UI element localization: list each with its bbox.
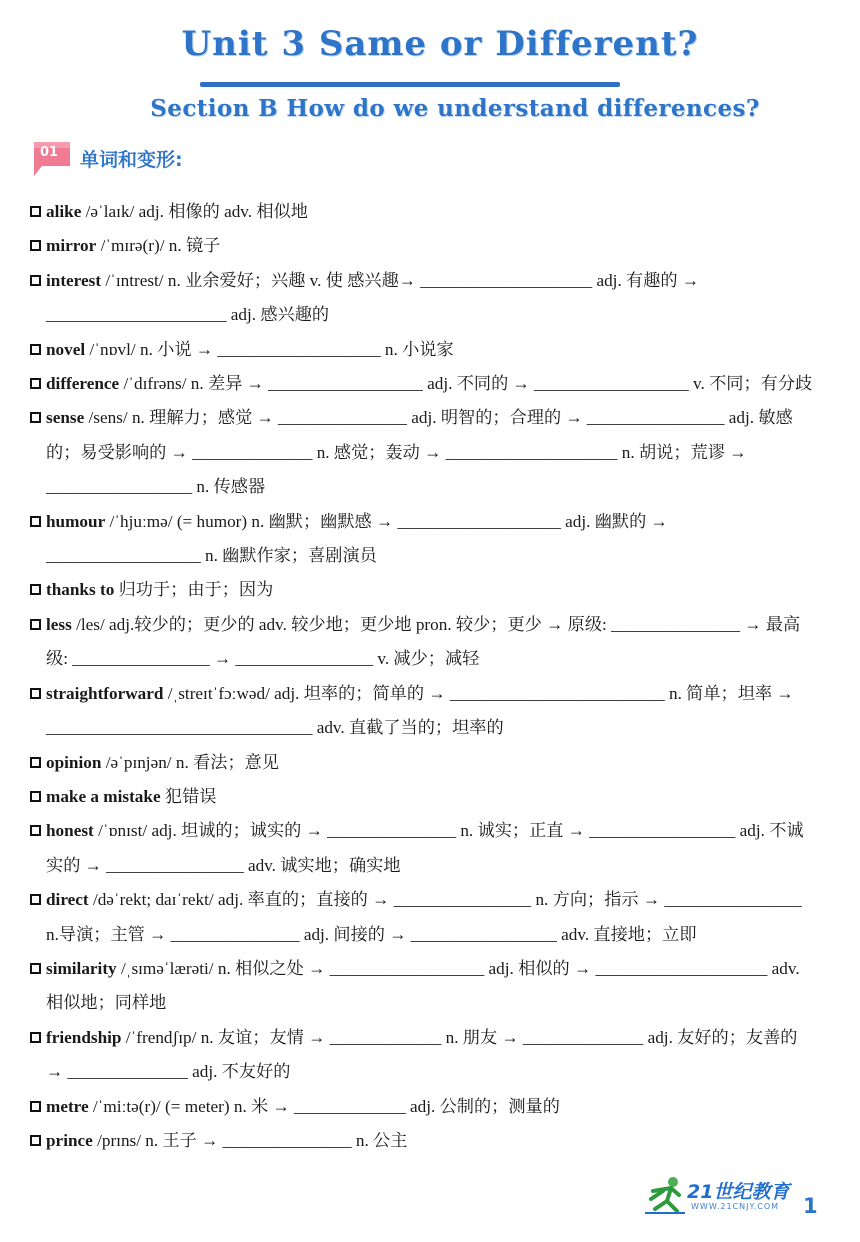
vocab-entry [30, 264, 815, 333]
vocab-entry [30, 401, 815, 504]
entry-word: sense [46, 408, 85, 428]
entry-definition: /ˈhjuːmə/ (= humor) n. 幽默；幽默感 → ___________________ adj. 幽默的 → __________________ n. 幽默作家；喜剧演员 [46, 511, 668, 566]
vocab-entry [30, 367, 815, 401]
vocab-entry [30, 814, 815, 883]
checkbox-icon [30, 206, 41, 217]
entry-definition: /ˈmɪrə(r)/ n. 镜子 [96, 236, 221, 256]
vocab-entry [30, 952, 815, 1021]
runner-logo-icon [643, 1175, 687, 1215]
publisher-logo [643, 1175, 803, 1220]
vocab-entry [30, 780, 815, 814]
entry-definition: /ˌstreɪtˈfɔːwəd/ adj. 坦率的；简单的 → _________________________ n. 简单；坦率 → _______________________________ adv. 直截了当的；坦率的 [46, 683, 794, 738]
checkbox-icon [30, 1032, 41, 1043]
entry-word: mirror [46, 236, 97, 256]
section-badge [30, 140, 72, 178]
section-number: 01 [40, 145, 59, 160]
entry-word: straightforward [46, 683, 164, 703]
logo-url: WWW.21CNJY.COM [691, 1202, 780, 1211]
vocab-entry [30, 1124, 815, 1158]
checkbox-icon [30, 344, 41, 355]
entry-definition: /les/ adj.较少的；更少的 adv. 较少地；更少地 pron. 较少；更少 → 原级: _______________ → 最高级: ________________ → ________________ v. 减少；减轻 [46, 614, 801, 669]
entry-definition: 犯错误 [160, 786, 217, 806]
vocab-entry [30, 505, 815, 574]
logo-text: 21世纪教育 [687, 1181, 790, 1203]
page-number: 1 [803, 1194, 818, 1218]
checkbox-icon [30, 1101, 41, 1112]
entry-word: alike [46, 202, 82, 221]
vocab-entry [30, 1090, 815, 1124]
entry-definition: /ˈɪntrest/ n. 业余爱好；兴趣 v. 使 感兴趣→ ____________________ adj. 有趣的 → _____________________ adj. 感兴趣的 [46, 270, 700, 325]
entry-definition: 归功于；由于；因为 [114, 580, 274, 600]
entry-definition: /ˈfrendʃɪp/ n. 友谊；友情 → _____________ n. 朋友 → ______________ adj. 友好的；友善的 → ______________ adj. 不友好的 [46, 1027, 798, 1082]
entry-word: less [46, 614, 72, 634]
page-subtitle: Section B How do we understand differences? [150, 95, 760, 122]
entry-definition: /ˈdɪfrəns/ n. 差异 → __________________ adj. 不同的 → __________________ v. 不同；有分歧 [119, 374, 813, 394]
entry-word: metre [46, 1096, 89, 1116]
vocab-entry [30, 573, 815, 607]
vocab-entry [30, 195, 815, 229]
checkbox-icon [30, 757, 41, 768]
vocab-entry [30, 883, 815, 952]
title-underline [200, 82, 620, 87]
entry-definition: /əˈlaɪk/ adj. 相像的 adv. 相似地 [81, 202, 308, 221]
checkbox-icon [30, 963, 41, 974]
entry-definition: /ˈnɒvl/ n. 小说 → ___________________ n. 小说家 [85, 339, 454, 359]
checkbox-icon [30, 1135, 41, 1146]
page-title: Unit 3 Same or Different? [181, 24, 699, 64]
entry-definition: /ˈɒnɪst/ adj. 坦诚的；诚实的 → _______________ n. 诚实；正直 → _________________ adj. 不诚实的 → ________________ adv. 诚实地；确实地 [46, 821, 804, 875]
entry-word: prince [46, 1130, 93, 1150]
entry-word: interest [46, 270, 102, 290]
entry-word: thanks to [46, 580, 115, 600]
checkbox-icon [30, 791, 41, 802]
checkbox-icon [30, 412, 41, 423]
entry-definition: /əˈpɪnjən/ n. 看法；意见 [101, 752, 280, 772]
entry-word: direct [46, 890, 89, 910]
entry-word: friendship [46, 1027, 122, 1047]
vocab-entry [30, 333, 815, 367]
checkbox-icon [30, 894, 41, 905]
vocab-entry [30, 229, 815, 263]
entry-definition: /ˈmiːtə(r)/ (= meter) n. 米 → _____________ adj. 公制的；测量的 [88, 1096, 560, 1116]
vocab-entry [30, 746, 815, 780]
checkbox-icon [30, 378, 41, 389]
entry-word: novel [46, 339, 86, 359]
entry-word: similarity [46, 958, 117, 978]
checkbox-icon [30, 240, 41, 251]
checkbox-icon [30, 275, 41, 286]
checkbox-icon [30, 516, 41, 527]
entry-definition: /dəˈrekt; daɪˈrekt/ adj. 率直的；直接的 → ________________ n. 方向；指示 → ________________ n.导演；主管 → _______________ adj. 间接的 → _________________ adv. 直接地；立即 [46, 890, 802, 944]
entry-word: make a mistake [46, 786, 161, 806]
section-heading: 单词和变形: [80, 149, 183, 171]
entry-word: opinion [46, 752, 102, 772]
entry-word: honest [46, 821, 94, 841]
vocab-entry [30, 1021, 815, 1090]
vocab-entry [30, 608, 815, 677]
entry-definition: /sens/ n. 理解力；感觉 → _______________ adj. 明智的；合理的 → ________________ adj. 敏感的；易受影响的 → ______________ n. 感觉；轰动 → ____________________ n. 胡说；荒谬 → _________________ n. 传感器 [46, 408, 793, 497]
entry-word: difference [46, 374, 120, 394]
checkbox-icon [30, 619, 41, 630]
entry-definition: /ˌsɪməˈlærəti/ n. 相似之处 → __________________ adj. 相似的 → ____________________ adv. 相似地；同样地 [46, 958, 800, 1013]
entry-word: humour [46, 511, 106, 531]
checkbox-icon [30, 688, 41, 699]
vocabulary-list [30, 195, 815, 1158]
checkbox-icon [30, 584, 41, 595]
entry-definition: /prɪns/ n. 王子 → _______________ n. 公主 [92, 1130, 408, 1150]
vocab-entry [30, 677, 815, 746]
checkbox-icon [30, 825, 41, 836]
